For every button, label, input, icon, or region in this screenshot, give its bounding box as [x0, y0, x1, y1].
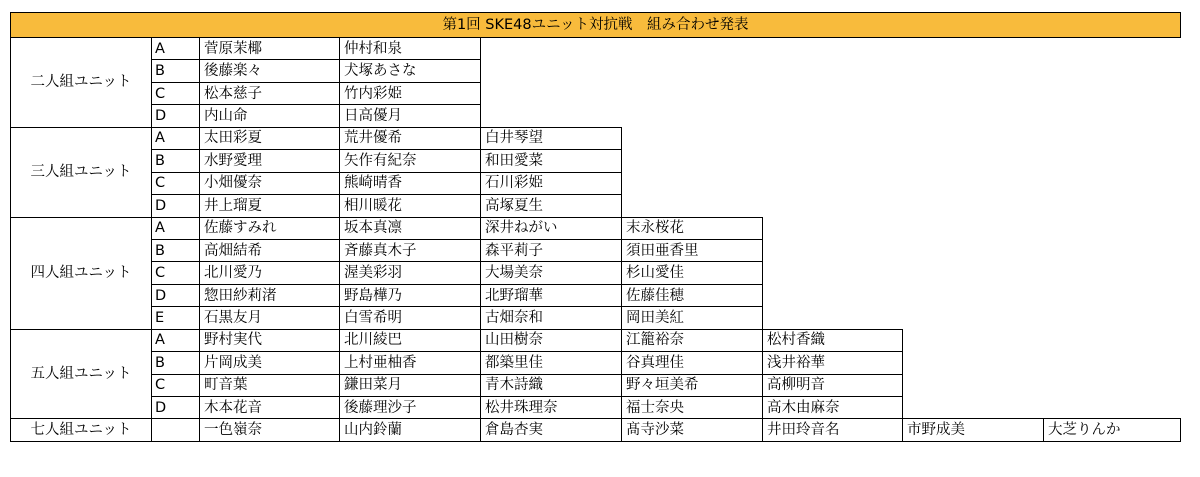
member-name: 倉島杏実 — [481, 419, 622, 441]
member-name: 北川綾巴 — [340, 329, 481, 351]
member-name: 後藤楽々 — [200, 60, 340, 82]
member-name: 後藤理沙子 — [340, 397, 481, 419]
member-name: 惣田紗莉渚 — [200, 284, 340, 306]
member-name: 高柳明音 — [763, 374, 903, 396]
member-name: 森平莉子 — [481, 239, 622, 261]
member-name: 野島樺乃 — [340, 284, 481, 306]
member-name: 浅井裕華 — [763, 352, 903, 374]
member-name: 松村香織 — [763, 329, 903, 351]
member-name: 一色嶺奈 — [200, 419, 340, 441]
member-name: 木本花音 — [200, 397, 340, 419]
unit-letter: A — [152, 38, 200, 60]
empty-cell — [903, 329, 1044, 351]
unit-letter: B — [152, 239, 200, 261]
unit-row — [11, 284, 1181, 306]
empty-cell — [481, 60, 622, 82]
member-name: 犬塚あさな — [340, 60, 481, 82]
empty-cell — [763, 307, 903, 329]
unit-letter: B — [152, 352, 200, 374]
empty-cell — [622, 195, 763, 217]
member-name: 青木詩織 — [481, 374, 622, 396]
member-name: 竹内彩姫 — [340, 82, 481, 104]
member-name: 渥美彩羽 — [340, 262, 481, 284]
unit-letter: B — [152, 60, 200, 82]
member-name: 北野瑠華 — [481, 284, 622, 306]
unit-row — [11, 262, 1181, 284]
empty-cell — [1044, 150, 1181, 172]
member-name: 内山命 — [200, 105, 340, 127]
unit-row — [11, 217, 1181, 239]
unit-letter: C — [152, 172, 200, 194]
empty-cell — [763, 172, 903, 194]
unit-row — [11, 329, 1181, 351]
member-name: 福士奈央 — [622, 397, 763, 419]
unit-letter: A — [152, 127, 200, 149]
empty-cell — [1044, 239, 1181, 261]
unit-letter: C — [152, 374, 200, 396]
member-name: 山内鈴蘭 — [340, 419, 481, 441]
empty-cell — [1044, 307, 1181, 329]
empty-cell — [903, 352, 1044, 374]
empty-cell — [763, 60, 903, 82]
empty-cell — [1044, 195, 1181, 217]
empty-cell — [763, 150, 903, 172]
empty-cell — [1044, 38, 1181, 60]
member-name: 太田彩夏 — [200, 127, 340, 149]
empty-cell — [763, 284, 903, 306]
empty-cell — [903, 239, 1044, 261]
member-name: 野々垣美希 — [622, 374, 763, 396]
member-name: 斉藤真木子 — [340, 239, 481, 261]
empty-cell — [763, 262, 903, 284]
member-name: 白雪希明 — [340, 307, 481, 329]
member-name: 髙寺沙菜 — [622, 419, 763, 441]
member-name: 佐藤佳穂 — [622, 284, 763, 306]
unit-row — [11, 127, 1181, 149]
empty-cell — [1044, 60, 1181, 82]
unit-lineup-table — [10, 12, 1181, 442]
unit-letter — [152, 419, 200, 441]
empty-cell — [903, 172, 1044, 194]
empty-cell — [903, 217, 1044, 239]
empty-cell — [763, 127, 903, 149]
empty-cell — [1044, 397, 1181, 419]
member-name: 谷真理佳 — [622, 352, 763, 374]
member-name: 和田愛菜 — [481, 150, 622, 172]
unit-letter: A — [152, 329, 200, 351]
member-name: 水野愛理 — [200, 150, 340, 172]
unit-letter: C — [152, 262, 200, 284]
member-name: 鎌田菜月 — [340, 374, 481, 396]
member-name: 菅原茉椰 — [200, 38, 340, 60]
member-name: 松本慈子 — [200, 82, 340, 104]
group-name: 七人組ユニット — [11, 419, 152, 441]
member-name: 坂本真凛 — [340, 217, 481, 239]
empty-cell — [903, 195, 1044, 217]
unit-row — [11, 307, 1181, 329]
unit-letter: E — [152, 307, 200, 329]
group-name: 三人組ユニット — [11, 127, 152, 217]
empty-cell — [622, 82, 763, 104]
member-name: 深井ねがい — [481, 217, 622, 239]
member-name: 江籠裕奈 — [622, 329, 763, 351]
empty-cell — [903, 374, 1044, 396]
unit-row — [11, 239, 1181, 261]
unit-letter: B — [152, 150, 200, 172]
member-name: 片岡成美 — [200, 352, 340, 374]
member-name: 岡田美紅 — [622, 307, 763, 329]
empty-cell — [903, 397, 1044, 419]
member-name: 町音葉 — [200, 374, 340, 396]
unit-letter: A — [152, 217, 200, 239]
empty-cell — [763, 82, 903, 104]
empty-cell — [763, 38, 903, 60]
member-name: 都築里佳 — [481, 352, 622, 374]
group-name: 五人組ユニット — [11, 329, 152, 419]
unit-row — [11, 38, 1181, 60]
member-name: 高木由麻奈 — [763, 397, 903, 419]
empty-cell — [622, 38, 763, 60]
empty-cell — [763, 195, 903, 217]
member-name: 松井珠理奈 — [481, 397, 622, 419]
unit-letter: D — [152, 105, 200, 127]
empty-cell — [903, 150, 1044, 172]
member-name: 仲村和泉 — [340, 38, 481, 60]
member-name: 高畑結希 — [200, 239, 340, 261]
empty-cell — [1044, 217, 1181, 239]
empty-cell — [622, 127, 763, 149]
member-name: 上村亜柚香 — [340, 352, 481, 374]
member-name: 石川彩姫 — [481, 172, 622, 194]
member-name: 末永桜花 — [622, 217, 763, 239]
unit-row — [11, 150, 1181, 172]
empty-cell — [1044, 172, 1181, 194]
empty-cell — [1044, 127, 1181, 149]
unit-letter: C — [152, 82, 200, 104]
empty-cell — [903, 307, 1044, 329]
unit-row — [11, 105, 1181, 127]
member-name: 日高優月 — [340, 105, 481, 127]
member-name: 山田樹奈 — [481, 329, 622, 351]
group-name: 四人組ユニット — [11, 217, 152, 329]
empty-cell — [622, 60, 763, 82]
empty-cell — [903, 82, 1044, 104]
empty-cell — [1044, 82, 1181, 104]
member-name: 古畑奈和 — [481, 307, 622, 329]
member-name: 石黒友月 — [200, 307, 340, 329]
unit-row — [11, 419, 1181, 441]
unit-letter: D — [152, 397, 200, 419]
empty-cell — [903, 127, 1044, 149]
member-name: 相川暖花 — [340, 195, 481, 217]
group-name: 二人組ユニット — [11, 38, 152, 128]
empty-cell — [622, 150, 763, 172]
empty-cell — [1044, 329, 1181, 351]
member-name: 小畑優奈 — [200, 172, 340, 194]
unit-row — [11, 60, 1181, 82]
empty-cell — [763, 217, 903, 239]
member-name: 白井琴望 — [481, 127, 622, 149]
member-name: 井田玲音名 — [763, 419, 903, 441]
empty-cell — [481, 82, 622, 104]
member-name: 荒井優希 — [340, 127, 481, 149]
empty-cell — [622, 105, 763, 127]
unit-row — [11, 172, 1181, 194]
member-name: 大場美奈 — [481, 262, 622, 284]
member-name: 矢作有紀奈 — [340, 150, 481, 172]
empty-cell — [481, 105, 622, 127]
unit-letter: D — [152, 284, 200, 306]
sheet-title: 第1回 SKE48ユニット対抗戦 組み合わせ発表 — [11, 13, 1181, 38]
empty-cell — [1044, 105, 1181, 127]
empty-cell — [903, 284, 1044, 306]
unit-row — [11, 82, 1181, 104]
member-name: 杉山愛佳 — [622, 262, 763, 284]
empty-cell — [903, 38, 1044, 60]
unit-row — [11, 352, 1181, 374]
member-name: 大芝りんか — [1044, 419, 1181, 441]
member-name: 野村実代 — [200, 329, 340, 351]
empty-cell — [903, 105, 1044, 127]
empty-cell — [1044, 284, 1181, 306]
member-name: 須田亜香里 — [622, 239, 763, 261]
member-name: 佐藤すみれ — [200, 217, 340, 239]
member-name: 市野成美 — [903, 419, 1044, 441]
unit-letter: D — [152, 195, 200, 217]
member-name: 熊崎晴香 — [340, 172, 481, 194]
title-row — [11, 13, 1181, 38]
empty-cell — [763, 105, 903, 127]
empty-cell — [763, 239, 903, 261]
member-name: 高塚夏生 — [481, 195, 622, 217]
empty-cell — [1044, 352, 1181, 374]
unit-row — [11, 374, 1181, 396]
member-name: 北川愛乃 — [200, 262, 340, 284]
empty-cell — [1044, 262, 1181, 284]
empty-cell — [903, 60, 1044, 82]
empty-cell — [1044, 374, 1181, 396]
empty-cell — [622, 172, 763, 194]
empty-cell — [481, 38, 622, 60]
unit-row — [11, 397, 1181, 419]
empty-cell — [903, 262, 1044, 284]
unit-row — [11, 195, 1181, 217]
member-name: 井上瑠夏 — [200, 195, 340, 217]
